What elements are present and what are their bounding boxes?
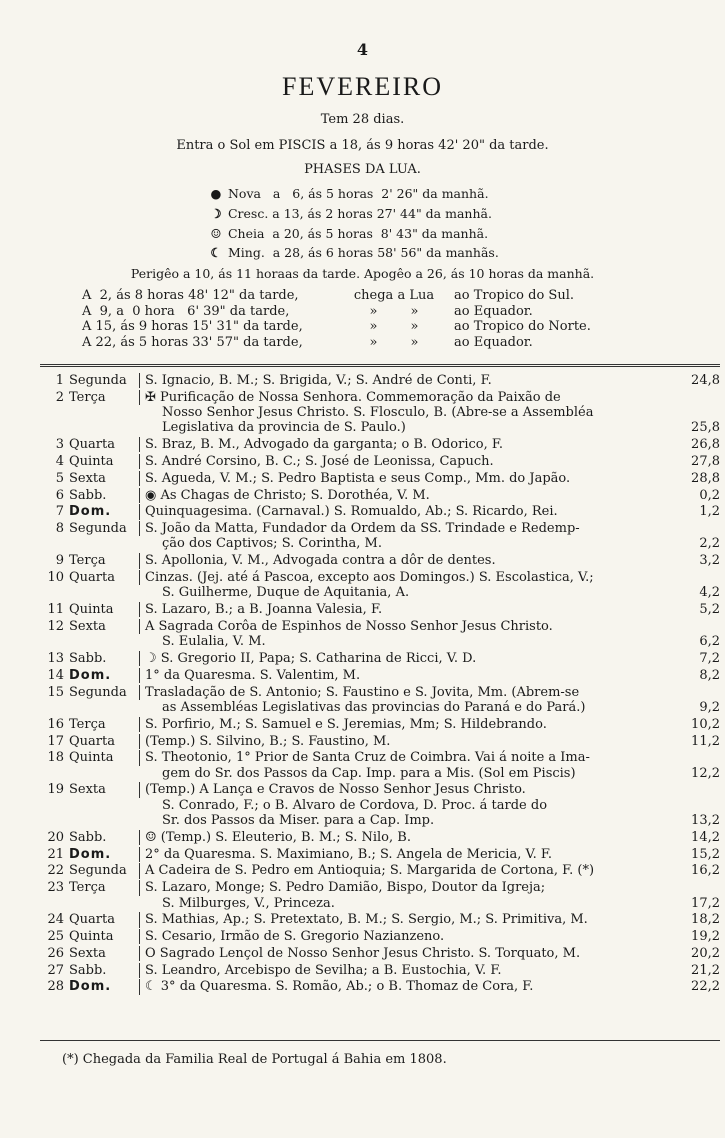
- month-title: FEVEREIRO: [282, 72, 443, 101]
- moon-position-row: [82, 304, 694, 320]
- weekday: Sabb.: [67, 488, 140, 503]
- saints-text: [140, 521, 666, 552]
- new-moon-icon: ●: [210, 186, 222, 201]
- saints-line: S. Guilherme, Duque de Aquitania, A.: [162, 585, 410, 601]
- saints-line: A Sagrada Corôa de Espinhos de Nosso Senhor Jesus Christo.: [145, 618, 553, 634]
- saints-line: S. Lazaro, Monge; S. Pedro Damião, Bispo, Doutor da Igreja;: [145, 880, 546, 896]
- day-value: 19,2: [691, 929, 720, 945]
- saints-line: gem do Sr. dos Passos da Cap. Imp. para a Mis. (Sol em Piscis): [162, 765, 576, 781]
- saints-text: [140, 553, 666, 568]
- day-value: 21,2: [691, 962, 720, 978]
- day-number: 19: [47, 782, 64, 798]
- calendar-row: [40, 437, 720, 452]
- moon-verb: » »: [369, 319, 419, 334]
- calendar-row: [40, 847, 720, 862]
- day-value: 15,2: [691, 846, 720, 862]
- calendar-row: [40, 651, 720, 666]
- day-number: 25: [47, 929, 64, 945]
- calendar-row: [40, 373, 720, 388]
- day-number: 11: [47, 602, 64, 618]
- calendar-row: [40, 521, 720, 552]
- day-number: 16: [47, 716, 64, 732]
- day-value: 25,8: [691, 420, 720, 436]
- saints-line: S. Ignacio, B. M.; S. Brigida, V.; S. André de Conti, F.: [145, 373, 492, 388]
- day-value: 26,8: [691, 437, 720, 453]
- calendar-row: [40, 471, 720, 486]
- saints-text: [140, 437, 666, 452]
- calendar-table: [40, 373, 720, 996]
- calendar-row: [40, 717, 720, 732]
- saints-line: S. Cesario, Irmão de S. Gregorio Nazianzeno.: [145, 929, 445, 945]
- calendar-row: [40, 454, 720, 469]
- calendar-row: [40, 602, 720, 617]
- moon-where: ao Tropico do Sul.: [454, 288, 574, 303]
- saints-line: Legislativa da provincia de S. Paulo.): [162, 420, 406, 436]
- day-number: 26: [47, 945, 64, 961]
- weekday: Quinta: [67, 454, 140, 469]
- saints-line: S. Porfirio, M.; S. Samuel e S. Jeremias, Mm; S. Hildebrando.: [145, 716, 547, 732]
- phase-text: Ming. a 28, ás 6 horas 58' 56" da manhãs.: [227, 245, 499, 261]
- phase-new: [208, 184, 499, 204]
- day-number: 22: [47, 863, 64, 879]
- moon-where: ao Equador.: [454, 334, 533, 350]
- calendar-row: [40, 685, 720, 716]
- weekday: Quarta: [67, 912, 140, 927]
- saints-text: [140, 830, 666, 845]
- day-number: 21: [47, 846, 64, 862]
- day-value: 22,2: [691, 979, 720, 995]
- moon-when: A 22, ás 5 horas 33' 57" da tarde,: [82, 334, 303, 350]
- full-moon-icon: ☺: [210, 225, 222, 241]
- bottom-divider: [40, 1040, 720, 1041]
- day-number: 6: [55, 487, 64, 503]
- phase-first-quarter: [208, 204, 499, 224]
- calendar-row: [40, 946, 720, 961]
- day-value: 17,2: [691, 895, 720, 911]
- phase-text: Nova a 6, ás 5 horas 2' 26" da manhã.: [227, 186, 489, 201]
- day-value: 2,2: [699, 536, 720, 552]
- day-number: 9: [55, 553, 64, 569]
- weekday: Segunda: [67, 685, 140, 700]
- day-number: 14: [47, 667, 64, 683]
- moon-phases: [208, 184, 499, 263]
- saints-text: [140, 929, 666, 944]
- calendar-row: [40, 619, 720, 650]
- day-value: 1,2: [699, 504, 720, 520]
- footnote: (*) Chegada da Familia Real de Portugal á Bahia em 1808.: [62, 1052, 447, 1067]
- day-number: 28: [47, 979, 64, 995]
- saints-line: 1° da Quaresma. S. Valentim, M.: [145, 667, 361, 683]
- saints-line: Trasladação de S. Antonio; S. Faustino e S. Jovita, Mm. (Abrem-se: [145, 684, 580, 700]
- day-number: 15: [47, 684, 64, 700]
- weekday: Terça: [67, 553, 140, 568]
- saints-line: S. Leandro, Arcebispo de Sevilha; a B. Eustochia, V. F.: [145, 962, 502, 978]
- saints-line: Cinzas. (Jej. até á Pascoa, excepto aos Domingos.) S. Escolastica, V.;: [145, 570, 594, 586]
- weekday: Quinta: [67, 929, 140, 944]
- day-number: 17: [47, 733, 64, 749]
- day-value: 28,8: [691, 470, 720, 486]
- day-number: 18: [47, 750, 64, 766]
- day-number: 23: [47, 880, 64, 896]
- saints-text: [140, 946, 666, 961]
- day-value: 3,2: [699, 553, 720, 569]
- saints-text: [140, 602, 666, 617]
- saints-text: [140, 651, 666, 666]
- last-quarter-icon: ☾: [210, 245, 222, 261]
- day-number: 3: [55, 437, 64, 453]
- saints-line: S. Eulalia, V. M.: [162, 634, 266, 650]
- day-number: 13: [47, 651, 64, 667]
- moon-verb: » »: [369, 334, 419, 350]
- weekday: Sexta: [67, 946, 140, 961]
- moon-position-row: [82, 319, 694, 335]
- weekday: Sabb.: [67, 963, 140, 978]
- days-count: Tem 28 dias.: [320, 112, 405, 127]
- weekday: Sexta: [67, 619, 140, 634]
- saints-line: S. João da Matta, Fundador da Ordem da SS. Trindade e Redemp-: [145, 521, 580, 537]
- calendar-row: [40, 782, 720, 828]
- day-value: 9,2: [699, 699, 720, 715]
- weekday: Terça: [67, 717, 140, 732]
- saints-line: 2° da Quaresma. S. Maximiano, B.; S. Angela de Mericia, V. F.: [145, 846, 552, 862]
- day-value: 24,8: [691, 373, 720, 388]
- day-value: 10,2: [691, 716, 720, 732]
- day-value: 8,2: [699, 667, 720, 683]
- weekday: Dom.: [67, 979, 140, 994]
- phases-title: PHASES DA LUA.: [304, 162, 421, 177]
- day-value: 27,8: [691, 453, 720, 469]
- day-value: 4,2: [699, 585, 720, 601]
- calendar-row: [40, 734, 720, 749]
- saints-text: [140, 963, 666, 978]
- day-value: 20,2: [691, 945, 720, 961]
- day-number: 27: [47, 962, 64, 978]
- calendar-row: [40, 929, 720, 944]
- saints-text: [140, 570, 666, 601]
- saints-line: as Assembléas Legislativas das provincias do Paraná e do Pará.): [162, 699, 586, 715]
- moon-position-row: [82, 335, 694, 351]
- saints-line: S. Agueda, V. M.; S. Pedro Baptista e seus Comp., Mm. do Japão.: [145, 470, 571, 486]
- moon-where: ao Tropico do Norte.: [454, 319, 591, 334]
- saints-text: [140, 471, 666, 486]
- weekday: Segunda: [67, 863, 140, 878]
- day-number: 8: [55, 521, 64, 537]
- day-value: 7,2: [699, 651, 720, 667]
- saints-line: ✠ Purificação de Nossa Senhora. Commemoração da Paixão de: [145, 389, 561, 405]
- saints-text: [140, 979, 666, 994]
- saints-line: S. Apollonia, V. M., Advogada contra a dôr de dentes.: [145, 553, 496, 569]
- saints-line: ☽ S. Gregorio II, Papa; S. Catharina de Ricci, V. D.: [145, 651, 477, 667]
- weekday: Quarta: [67, 734, 140, 749]
- saints-text: [140, 782, 666, 828]
- weekday: Sabb.: [67, 651, 140, 666]
- weekday: Terça: [67, 880, 140, 895]
- calendar-row: [40, 668, 720, 683]
- day-number: 24: [47, 912, 64, 928]
- calendar-row: [40, 504, 720, 519]
- weekday: Quinta: [67, 750, 140, 765]
- saints-line: (Temp.) A Lança e Cravos de Nosso Senhor Jesus Christo.: [145, 782, 526, 798]
- moon-verb: » »: [369, 303, 419, 319]
- saints-line: S. Conrado, F.; o B. Alvaro de Cordova, D. Proc. á tarde do: [162, 797, 548, 813]
- saints-text: [140, 619, 666, 650]
- sun-entry: Entra o Sol em PISCIS a 18, ás 9 horas 42' 20" da tarde.: [176, 138, 549, 153]
- perigee-apogee: Perigêo a 10, ás 11 horaas da tarde. Apogêo a 26, ás 10 horas da manhã.: [130, 266, 595, 281]
- calendar-row: [40, 390, 720, 436]
- day-value: 0,2: [699, 487, 720, 503]
- day-number: 1: [55, 373, 64, 388]
- saints-line: S. Mathias, Ap.; S. Pretextato, B. M.; S. Sergio, M.; S. Primitiva, M.: [145, 912, 588, 928]
- calendar-row: [40, 863, 720, 878]
- day-value: 18,2: [691, 912, 720, 928]
- saints-text: [140, 912, 666, 927]
- weekday: Dom.: [67, 504, 140, 519]
- calendar-row: [40, 880, 720, 911]
- saints-text: [140, 717, 666, 732]
- saints-line: ☺ (Temp.) S. Eleuterio, B. M.; S. Nilo, B.: [145, 829, 411, 845]
- saints-line: S. Milburges, V., Princeza.: [162, 895, 335, 911]
- saints-line: ☾ 3° da Quaresma. S. Romão, Ab.; o B. Thomaz de Cora, F.: [145, 979, 534, 995]
- day-number: 10: [47, 570, 64, 586]
- saints-text: [140, 880, 666, 911]
- weekday: Sexta: [67, 782, 140, 797]
- day-number: 7: [55, 504, 64, 520]
- weekday: Terça: [67, 390, 140, 405]
- day-value: 13,2: [691, 813, 720, 829]
- moon-when: A 2, ás 8 horas 48' 12" da tarde,: [82, 288, 299, 303]
- phase-text: Cresc. a 13, ás 2 horas 27' 44" da manhã.: [227, 205, 492, 221]
- weekday: Dom.: [67, 668, 140, 683]
- day-value: 16,2: [691, 863, 720, 879]
- day-value: 5,2: [699, 602, 720, 618]
- saints-line: S. Braz, B. M., Advogado da garganta; o B. Odorico, F.: [145, 437, 503, 453]
- day-number: 12: [47, 618, 64, 634]
- saints-text: [140, 454, 666, 469]
- saints-text: [140, 847, 666, 862]
- weekday: Sabb.: [67, 830, 140, 845]
- moon-positions: [82, 288, 694, 350]
- top-divider: [40, 364, 720, 367]
- calendar-row: [40, 830, 720, 845]
- saints-text: [140, 750, 666, 781]
- day-number: 20: [47, 829, 64, 845]
- saints-text: [140, 863, 666, 878]
- weekday: Quarta: [67, 437, 140, 452]
- moon-where: ao Equador.: [454, 303, 533, 319]
- saints-line: S. Theotonio, 1° Prior de Santa Cruz de Coimbra. Vai á noite a Ima-: [145, 750, 590, 766]
- saints-line: S. André Corsino, B. C.; S. José de Leonissa, Capuch.: [145, 453, 494, 469]
- calendar-row: [40, 570, 720, 601]
- saints-line: Nosso Senhor Jesus Christo. S. Flosculo, B. (Abre-se a Assembléa: [162, 405, 594, 421]
- moon-verb: chega a Lua: [353, 288, 435, 303]
- moon-when: A 9, a 0 hora 6' 39" da tarde,: [82, 303, 290, 319]
- phase-full: [208, 224, 499, 244]
- weekday: Segunda: [67, 521, 140, 536]
- day-value: 6,2: [699, 634, 720, 650]
- weekday: Sexta: [67, 471, 140, 486]
- saints-line: S. Lazaro, B.; a B. Joanna Valesia, F.: [145, 602, 383, 618]
- saints-text: [140, 504, 666, 519]
- moon-when: A 15, ás 9 horas 15' 31" da tarde,: [82, 319, 303, 334]
- calendar-row: [40, 488, 720, 503]
- saints-text: [140, 488, 666, 503]
- saints-text: [140, 373, 666, 388]
- saints-text: [140, 734, 666, 749]
- saints-line: ção dos Captivos; S. Corintha, M.: [162, 536, 382, 552]
- moon-position-row: [82, 288, 694, 304]
- first-quarter-icon: ☽: [210, 205, 222, 221]
- calendar-row: [40, 979, 720, 994]
- calendar-row: [40, 963, 720, 978]
- saints-line: ◉ As Chagas de Christo; S. Dorothéa, V. M.: [145, 487, 430, 503]
- day-value: 11,2: [691, 733, 720, 749]
- calendar-row: [40, 912, 720, 927]
- day-value: 12,2: [691, 765, 720, 781]
- saints-line: (Temp.) S. Silvino, B.; S. Faustino, M.: [145, 733, 391, 749]
- weekday: Dom.: [67, 847, 140, 862]
- phase-last-quarter: [208, 243, 499, 263]
- saints-line: A Cadeira de S. Pedro em Antioquia; S. Margarida de Cortona, F. (*): [145, 863, 595, 879]
- phase-text: Cheia a 20, ás 5 horas 8' 43" da manhã.: [227, 225, 489, 241]
- day-number: 2: [55, 389, 64, 405]
- calendar-row: [40, 553, 720, 568]
- page-number: 4: [356, 40, 369, 59]
- saints-line: O Sagrado Lençol de Nosso Senhor Jesus Christo. S. Torquato, M.: [145, 945, 581, 961]
- saints-text: [140, 668, 666, 683]
- saints-text: [140, 685, 666, 716]
- weekday: Quinta: [67, 602, 140, 617]
- day-number: 5: [55, 470, 64, 486]
- saints-line: Sr. dos Passos da Miser. para a Cap. Imp.: [162, 813, 435, 829]
- saints-line: Quinquagesima. (Carnaval.) S. Romualdo, Ab.; S. Ricardo, Rei.: [145, 504, 558, 520]
- saints-text: [140, 390, 666, 436]
- day-number: 4: [55, 453, 64, 469]
- weekday: Segunda: [67, 373, 140, 388]
- day-value: 14,2: [691, 829, 720, 845]
- weekday: Quarta: [67, 570, 140, 585]
- calendar-row: [40, 750, 720, 781]
